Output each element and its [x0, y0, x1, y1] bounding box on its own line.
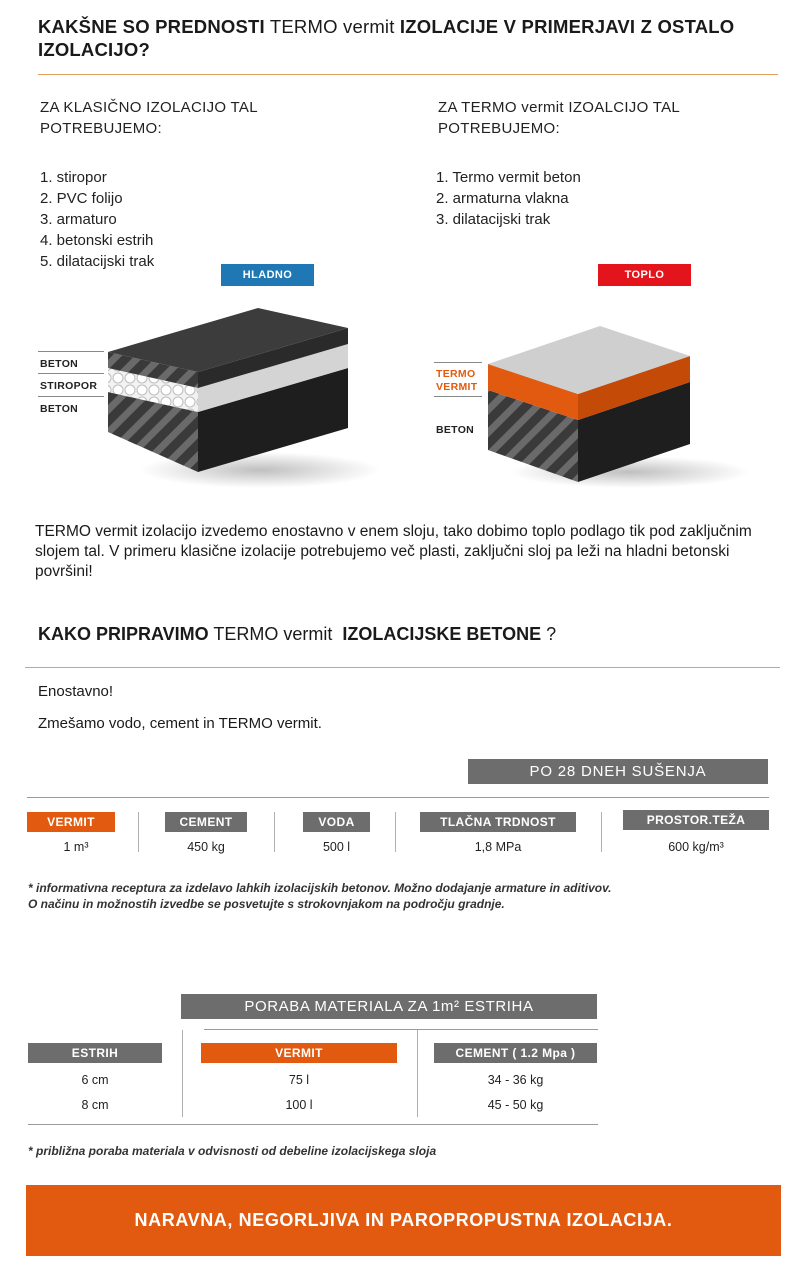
consumption-header-vermit: VERMIT	[201, 1043, 397, 1063]
page-title	[38, 15, 758, 61]
section-title-part-2: IZOLACIJSKE BETONE	[342, 624, 542, 644]
cold-badge: HLADNO	[221, 264, 314, 286]
section-title-brand: TERMO vermit	[213, 624, 333, 644]
list-item: 2. PVC folijo	[40, 190, 123, 207]
table-rule	[204, 1029, 598, 1030]
left-list	[40, 167, 154, 272]
recipe-value-strength: 1,8 MPa	[474, 840, 522, 854]
footer-banner: NARAVNA, NEGORLJIVA IN PAROPROPUSTNA IZOLACIJA.	[26, 1185, 781, 1256]
drying-banner: PO 28 DNEH SUŠENJA	[468, 759, 768, 784]
list-item: 3. armaturo	[40, 211, 117, 228]
table-cell: 75 l	[288, 1073, 310, 1087]
warm-badge: TOPLO	[598, 264, 691, 286]
column-separator	[417, 1030, 418, 1117]
section-title-part-1: KAKO PRIPRAVIMO	[38, 624, 209, 644]
recipe-note	[28, 880, 788, 912]
layer-label: TERMO	[436, 368, 476, 380]
right-heading	[438, 97, 680, 139]
section-title-end: ?	[546, 624, 557, 644]
table-cell: 6 cm	[81, 1073, 109, 1087]
recipe-note-line1: * informativna receptura za izdelavo lahkih izolacijskih betonov. Možno dodajanje armature in aditivov.	[28, 881, 612, 895]
instruction-text: Zmešamo vodo, cement in TERMO vermit.	[38, 715, 322, 732]
layer-label: BETON	[40, 358, 79, 370]
table-cell: 100 l	[285, 1098, 313, 1112]
consumption-header-cement: CEMENT ( 1.2 Mpa )	[434, 1043, 597, 1063]
label-line	[434, 396, 482, 397]
list-item: 3. dilatacijski trak	[436, 211, 551, 228]
recipe-header-density: PROSTOR.TEŽA	[623, 810, 769, 830]
table-cell: 8 cm	[81, 1098, 109, 1112]
left-heading	[40, 97, 258, 139]
right-heading-line2: POTREBUJEMO:	[438, 120, 560, 137]
recipe-header-cement: CEMENT	[165, 812, 247, 832]
section-title	[38, 624, 556, 645]
column-separator	[395, 812, 396, 852]
consumption-note: * približna poraba materiala v odvisnosti od debeline izolacijskega sloja	[28, 1144, 437, 1158]
intro-text: Enostavno!	[38, 683, 114, 700]
layer-label: BETON	[436, 424, 475, 436]
title-brand: TERMO vermit	[269, 16, 395, 37]
recipe-value-vermit: 1 m³	[63, 840, 89, 854]
right-list	[436, 167, 581, 230]
column-separator	[138, 812, 139, 852]
consumption-header-screed: ESTRIH	[28, 1043, 162, 1063]
table-rule	[28, 1124, 598, 1125]
title-part-2: IZOLACIJE V PRIMERJAVI Z OSTALO IZOLACIJO?	[38, 16, 735, 60]
column-separator	[601, 812, 602, 852]
recipe-value-cement: 450 kg	[187, 840, 225, 854]
column-separator	[182, 1030, 183, 1117]
divider	[38, 74, 778, 75]
list-item: 2. armaturna vlakna	[436, 190, 569, 207]
right-heading-line1: ZA TERMO vermit IZOALCIJO TAL	[438, 99, 681, 116]
table-cell: 34 - 36 kg	[487, 1073, 544, 1087]
list-item: 1. stiropor	[40, 169, 107, 186]
recipe-header-water: VODA	[303, 812, 370, 832]
layer-label: BETON	[40, 403, 79, 415]
recipe-header-vermit: VERMIT	[27, 812, 115, 832]
table-rule	[27, 797, 769, 798]
left-heading-line2: POTREBUJEMO:	[40, 120, 162, 137]
recipe-header-strength: TLAČNA TRDNOST	[420, 812, 576, 832]
list-item: 1. Termo vermit beton	[436, 169, 581, 186]
consumption-banner: PORABA MATERIALA ZA 1m² ESTRIHA	[181, 994, 597, 1019]
label-line	[38, 373, 104, 374]
layer-label: STIROPOR	[40, 380, 98, 392]
termo-vermit-illustration	[480, 300, 750, 490]
description-paragraph: TERMO vermit izolacijo izvedemo enostavno v enem sloju, tako dobimo toplo podlago tik pod zaključnim slojem tal. V primeru klasične izolacije potrebujemo več plasti, zaključni sloj pa leži na hladni betonski površini!	[35, 523, 752, 580]
label-line	[38, 396, 104, 397]
label-line	[38, 351, 104, 352]
title-part-1: KAKŠNE SO PREDNOSTI	[38, 16, 265, 37]
classic-insulation-illustration	[100, 300, 380, 490]
divider	[25, 667, 780, 668]
recipe-value-density: 600 kg/m³	[668, 840, 724, 854]
recipe-value-water: 500 l	[322, 840, 351, 854]
layer-label: VERMIT	[436, 381, 478, 393]
left-heading-line1: ZA KLASIČNO IZOLACIJO TAL	[40, 99, 258, 116]
column-separator	[274, 812, 275, 852]
list-item: 5. dilatacijski trak	[40, 253, 155, 270]
table-cell: 45 - 50 kg	[487, 1098, 544, 1112]
recipe-note-line2: O načinu in možnostih izvedbe se posvetujte s strokovnjakom na področju gradnje.	[28, 897, 505, 911]
list-item: 4. betonski estrih	[40, 232, 154, 249]
label-line	[434, 362, 482, 363]
